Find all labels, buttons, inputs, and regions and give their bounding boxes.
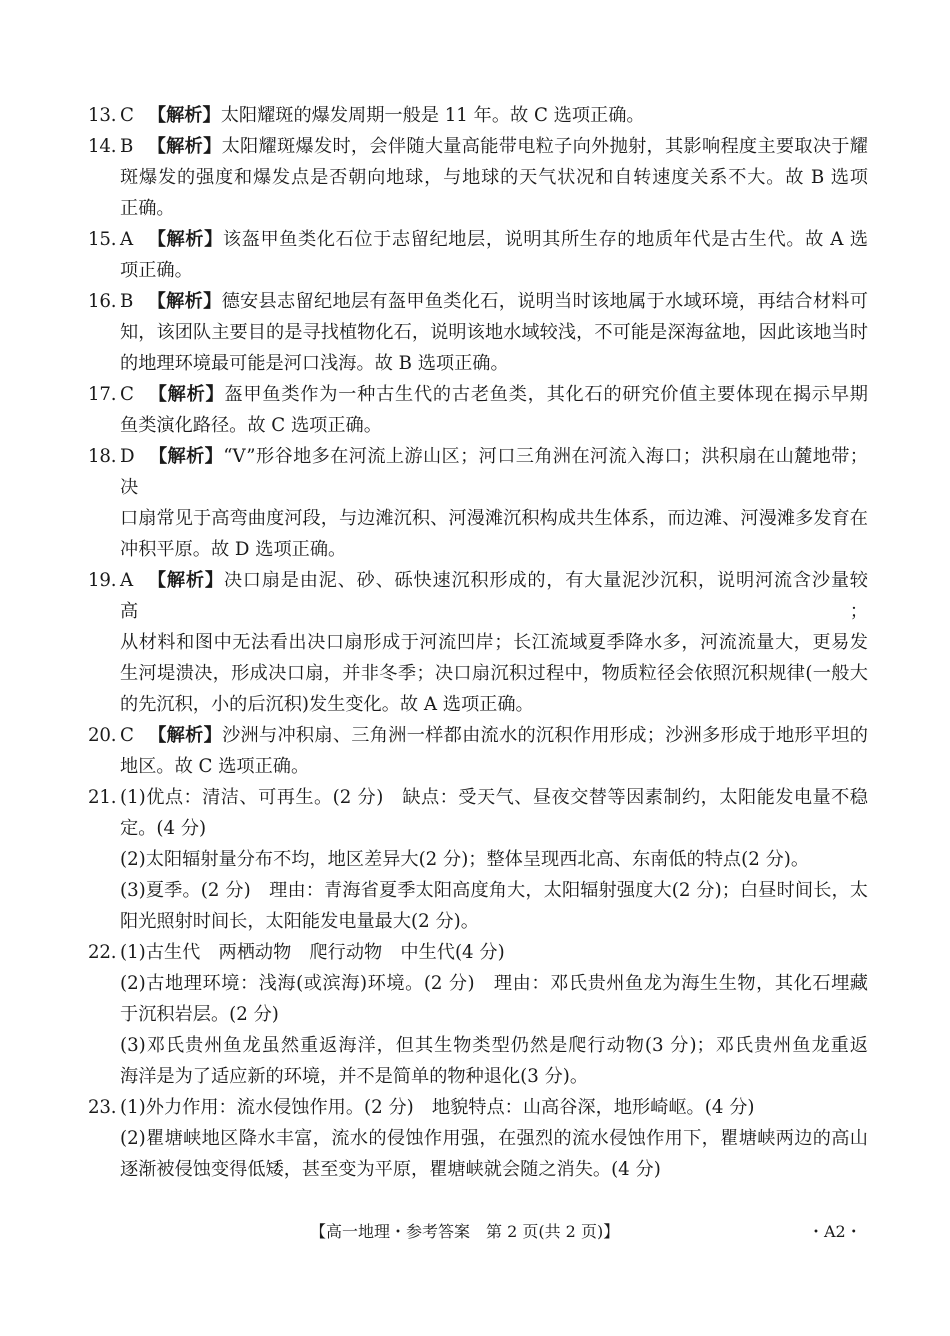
- answer-text: 冲积平原。故 D 选项正确。: [120, 539, 347, 560]
- answer-text: 定。(4 分): [120, 818, 207, 839]
- answer-text: 决口扇是由泥、砂、砾快速沉积形成的，有大量泥沙沉积，说明河流含沙量较高；: [120, 570, 868, 622]
- analysis-tag: 【解析】: [147, 136, 222, 157]
- answer-text: (1)优点：清洁、可再生。(2 分) 缺点：受天气、昼夜交替等因素制约，太阳能发电量不稳: [120, 787, 868, 808]
- answer-line: [120, 286, 868, 317]
- answer-letter: C: [120, 105, 134, 126]
- analysis-tag: 【解析】: [147, 725, 223, 746]
- answer-line: [120, 937, 868, 968]
- answer-body: [120, 100, 868, 131]
- answer-line: [120, 751, 868, 782]
- analysis-tag: 【解析】: [147, 105, 221, 126]
- analysis-tag: 【解析】: [148, 446, 224, 467]
- answer-line: [120, 1092, 868, 1123]
- answer-letter: A: [120, 570, 134, 591]
- answer-line: [120, 968, 868, 999]
- footer-code: ・A2・: [808, 1222, 862, 1241]
- question-number: 22.: [88, 942, 117, 963]
- answer-line: [120, 255, 868, 286]
- question-number: 14.: [88, 136, 117, 157]
- answer-letter: D: [120, 446, 135, 467]
- analysis-tag: 【解析】: [147, 384, 225, 405]
- answer-text: 的先沉积，小的后沉积)发生变化。故 A 选项正确。: [120, 694, 534, 715]
- answer-line: [120, 224, 868, 255]
- answer-item: [88, 286, 868, 379]
- answer-text: 从材料和图中无法看出决口扇形成于河流凹岸；长江流域夏季降水多，河流流量大，更易发: [120, 632, 868, 653]
- answer-text: (3)夏季。(2 分) 理由：青海省夏季太阳高度角大，太阳辐射强度大(2 分)；白昼时间长，太: [120, 880, 868, 901]
- answer-text: 项正确。: [120, 260, 193, 281]
- answer-text: 盔甲鱼类作为一种古生代的古老鱼类，其化石的研究价值主要体现在揭示早期: [224, 384, 868, 405]
- answer-line: [120, 565, 868, 627]
- question-number: 17.: [88, 384, 117, 405]
- answer-text: 太阳耀斑的爆发周期一般是 11 年。故 C 选项正确。: [220, 105, 645, 126]
- answer-line: [120, 410, 868, 441]
- answer-item: [88, 1092, 868, 1185]
- answer-text: 鱼类演化路径。故 C 选项正确。: [120, 415, 382, 436]
- answer-body: [120, 286, 868, 379]
- answer-text: 的地理环境最可能是河口浅海。故 B 选项正确。: [120, 353, 509, 374]
- answer-line: [120, 1061, 868, 1092]
- answer-text: 太阳耀斑爆发时，会伴随大量高能带电粒子向外抛射，其影响程度主要取决于耀: [221, 136, 868, 157]
- answer-list: [88, 100, 868, 1185]
- question-number: 18.: [88, 446, 117, 467]
- answer-item: [88, 565, 868, 720]
- answer-line: [120, 503, 868, 534]
- answer-line: [120, 813, 868, 844]
- answer-line: [120, 875, 868, 906]
- answer-body: [120, 441, 868, 565]
- answer-item: [88, 131, 868, 224]
- answer-text: “V”形谷地多在河流上游山区；河口三角洲在河流入海口；洪积扇在山麓地带；决: [120, 446, 868, 498]
- answer-item: [88, 100, 868, 131]
- answer-text: (2)古地理环境：浅海(或滨海)环境。(2 分) 理由：邓氏贵州鱼龙为海生生物，其化石埋藏: [120, 973, 868, 994]
- answer-text: 口扇常见于高弯曲度河段，与边滩沉积、河漫滩沉积构成共生体系，而边滩、河漫滩多发育在: [120, 508, 868, 529]
- answer-text: (3)邓氏贵州鱼龙虽然重返海洋，但其生物类型仍然是爬行动物(3 分)；邓氏贵州鱼龙重返: [120, 1035, 868, 1056]
- question-number: 20.: [88, 725, 117, 746]
- answer-item: [88, 224, 868, 286]
- answer-letter: B: [120, 136, 134, 157]
- answer-text: 生河堤溃决，形成决口扇，并非冬季；决口扇沉积过程中，物质粒径会依照沉积规律(一般大: [120, 663, 868, 684]
- answer-line: [120, 317, 868, 348]
- answer-text: 沙洲与冲积扇、三角洲一样都由流水的沉积作用形成；沙洲多形成于地形平坦的: [222, 725, 868, 746]
- answer-line: [120, 348, 868, 379]
- answer-body: [120, 224, 868, 286]
- answer-line: [120, 782, 868, 813]
- question-number: 19.: [88, 570, 117, 591]
- answer-line: [120, 1123, 868, 1154]
- answer-item: [88, 720, 868, 782]
- answer-text: 斑爆发的强度和爆发点是否朝向地球，与地球的天气状况和自转速度关系不大。故 B 选项: [120, 167, 868, 188]
- answer-line: [120, 658, 868, 689]
- answer-line: [120, 441, 868, 503]
- answer-text: 逐渐被侵蚀变得低矮，甚至变为平原，瞿塘峡就会随之消失。(4 分): [120, 1159, 661, 1180]
- answer-line: [120, 1154, 868, 1185]
- answer-text: 德安县志留纪地层有盔甲鱼类化石，说明当时该地属于水域环境，再结合材料可: [221, 291, 868, 312]
- answer-text: 知，该团队主要目的是寻找植物化石，说明该地水域较浅，不可能是深海盆地，因此该地当时: [120, 322, 868, 343]
- answer-body: [120, 565, 868, 720]
- answer-line: [120, 100, 868, 131]
- question-number: 15.: [88, 229, 117, 250]
- answer-body: [120, 937, 868, 1092]
- answer-letter: C: [120, 725, 134, 746]
- analysis-tag: 【解析】: [147, 229, 223, 250]
- answer-line: [120, 1030, 868, 1061]
- answer-text: 海洋是为了适应新的环境，并不是简单的物种退化(3 分)。: [120, 1066, 589, 1087]
- answer-text: (1)外力作用：流水侵蚀作用。(2 分) 地貌特点：山高谷深，地形崎岖。(4 分): [120, 1097, 755, 1118]
- answer-body: [120, 1092, 868, 1185]
- question-number: 23.: [88, 1097, 117, 1118]
- answer-text: (1)古生代 两栖动物 爬行动物 中生代(4 分): [120, 942, 505, 963]
- analysis-tag: 【解析】: [147, 570, 224, 591]
- answer-item: [88, 379, 868, 441]
- answer-line: [120, 906, 868, 937]
- answer-item: [88, 782, 868, 937]
- answer-letter: C: [120, 384, 134, 405]
- question-number: 16.: [88, 291, 117, 312]
- answer-text: (2)瞿塘峡地区降水丰富，流水的侵蚀作用强，在强烈的流水侵蚀作用下，瞿塘峡两边的高山: [120, 1128, 868, 1149]
- answer-line: [120, 627, 868, 658]
- answer-text: 正确。: [120, 198, 175, 219]
- answer-line: [120, 844, 868, 875]
- answer-letter: B: [120, 291, 134, 312]
- answer-line: [120, 131, 868, 162]
- answer-line: [120, 999, 868, 1030]
- analysis-tag: 【解析】: [147, 291, 222, 312]
- answer-line: [120, 193, 868, 224]
- answer-text: (2)太阳辐射量分布不均，地区差异大(2 分)；整体呈现西北高、东南低的特点(2 分)。: [120, 849, 810, 870]
- answer-line: [120, 162, 868, 193]
- answer-line: [120, 689, 868, 720]
- answer-body: [120, 379, 868, 441]
- answer-text: 地区。故 C 选项正确。: [120, 756, 310, 777]
- answer-text: 阳光照射时间长，太阳能发电量最大(2 分)。: [120, 911, 479, 932]
- answer-item: [88, 441, 868, 565]
- footer-title: 【高一地理・参考答案 第 2 页(共 2 页)】: [310, 1222, 620, 1241]
- answer-item: [88, 937, 868, 1092]
- answer-text: 于沉积岩层。(2 分): [120, 1004, 279, 1025]
- answer-line: [120, 379, 868, 410]
- answer-text: 该盔甲鱼类化石位于志留纪地层，说明其所生存的地质年代是古生代。故 A 选: [222, 229, 868, 250]
- question-number: 13.: [88, 105, 117, 126]
- answer-letter: A: [120, 229, 134, 250]
- answer-body: [120, 131, 868, 224]
- question-number: 21.: [88, 787, 117, 808]
- answer-body: [120, 782, 868, 937]
- answer-body: [120, 720, 868, 782]
- answer-line: [120, 720, 868, 751]
- answer-line: [120, 534, 868, 565]
